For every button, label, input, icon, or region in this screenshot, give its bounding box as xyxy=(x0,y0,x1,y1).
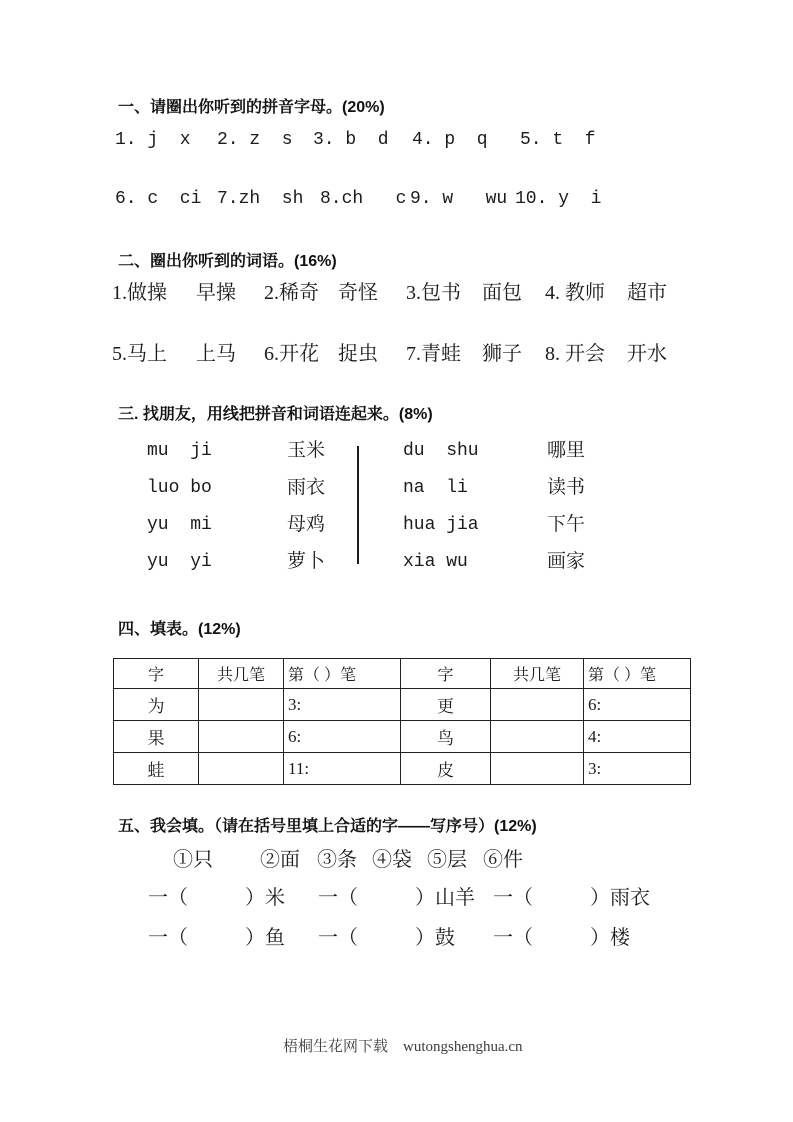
word-item: 早操 xyxy=(196,282,236,304)
word-item: 狮子 xyxy=(482,343,522,365)
blank-suffix: ）鼓 xyxy=(415,927,455,949)
fill-blank-unit xyxy=(318,926,455,950)
word-item: 4. 教师 xyxy=(545,282,605,304)
table-cell: 为 xyxy=(114,689,199,721)
word-item: 7.青蛙 xyxy=(406,343,461,365)
table-cell: 6: xyxy=(284,721,401,753)
word-item: 面包 xyxy=(482,282,522,304)
blank-prefix: 一（ xyxy=(318,887,358,909)
classifier-item: ⑤层 xyxy=(427,849,467,871)
table-cell xyxy=(491,689,584,721)
table-cell: 皮 xyxy=(401,753,491,785)
word-item: 2.稀奇 xyxy=(264,282,319,304)
pinyin-pair: hua jia xyxy=(403,515,479,535)
blank-prefix: 一（ xyxy=(148,887,188,909)
pinyin-pair: na li xyxy=(403,478,468,498)
blank-suffix: ）雨衣 xyxy=(590,887,650,909)
section1-heading: 一、请圈出你听到的拼音字母。(20%) xyxy=(118,99,385,116)
pinyin-pair: yu mi xyxy=(147,515,212,535)
match-word: 雨衣 xyxy=(287,477,326,498)
match-word: 下午 xyxy=(547,514,586,535)
word-item: 1.做操 xyxy=(112,282,167,304)
word-item: 3.包书 xyxy=(406,282,461,304)
blank-suffix: ）楼 xyxy=(590,927,630,949)
pinyin-item: 10. y i xyxy=(515,189,602,209)
table-cell: 6: xyxy=(584,689,691,721)
table-cell: 3: xyxy=(284,689,401,721)
table-cell: 鸟 xyxy=(401,721,491,753)
pinyin-item: 2. z s xyxy=(217,130,293,150)
pinyin-pair: luo bo xyxy=(147,478,212,498)
match-word: 读书 xyxy=(547,477,586,498)
footer-site-url: wutongshenghua.cn xyxy=(403,1039,523,1055)
blank-suffix: ）山羊 xyxy=(415,887,475,909)
table-cell xyxy=(491,753,584,785)
fill-blank-unit xyxy=(493,926,630,950)
section3-heading: 三. 找朋友，用线把拼音和词语连起来。(8%) xyxy=(118,406,433,423)
pinyin-pair: mu ji xyxy=(147,441,212,461)
pinyin-item: 3. b d xyxy=(313,130,389,150)
table-header-cell: 共几笔 xyxy=(491,659,584,689)
table-cell: 3: xyxy=(584,753,691,785)
word-item: 5.马上 xyxy=(112,343,167,365)
match-word: 玉米 xyxy=(287,440,326,461)
pinyin-item: 1. j x xyxy=(115,130,191,150)
pinyin-pair: yu yi xyxy=(147,552,212,572)
table-cell: 蛙 xyxy=(114,753,199,785)
table-cell xyxy=(199,689,284,721)
section2-heading: 二、圈出你听到的词语。(16%) xyxy=(118,253,337,270)
fill-blank-unit xyxy=(148,926,285,950)
fill-blank-unit xyxy=(148,886,285,910)
word-item: 捉虫 xyxy=(338,343,378,365)
classifier-item: ⑥件 xyxy=(483,849,523,871)
pinyin-pair: xia wu xyxy=(403,552,468,572)
word-item: 8. 开会 xyxy=(545,343,605,365)
classifier-item: ②面 xyxy=(260,849,300,871)
table-header-cell: 第（ ）笔 xyxy=(584,659,691,689)
classifier-item: ①只 xyxy=(173,849,213,871)
blank-prefix: 一（ xyxy=(493,887,533,909)
blank-prefix: 一（ xyxy=(318,927,358,949)
word-item: 开水 xyxy=(627,343,667,365)
table-header-cell: 第（ ）笔 xyxy=(284,659,401,689)
match-word: 哪里 xyxy=(547,440,586,461)
word-item: 6.开花 xyxy=(264,343,319,365)
word-item: 奇怪 xyxy=(338,282,378,304)
pinyin-pair: du shu xyxy=(403,441,479,461)
classifier-item: ③条 xyxy=(317,849,357,871)
fill-blank-unit xyxy=(318,886,475,910)
blank-suffix: ）鱼 xyxy=(245,927,285,949)
table-header-cell: 共几笔 xyxy=(199,659,284,689)
stroke-table xyxy=(113,658,691,785)
blank-prefix: 一（ xyxy=(493,927,533,949)
fill-blank-unit xyxy=(493,886,650,910)
classifier-item: ④袋 xyxy=(372,849,412,871)
match-word: 母鸡 xyxy=(287,514,326,535)
section4-heading: 四、填表。(12%) xyxy=(118,621,241,638)
pinyin-item: 7.zh sh xyxy=(217,189,304,209)
pinyin-item: 4. p q xyxy=(412,130,488,150)
table-header-cell: 字 xyxy=(401,659,491,689)
pinyin-item: 5. t f xyxy=(520,130,596,150)
pinyin-item: 8.ch c xyxy=(320,189,407,209)
table-cell xyxy=(199,753,284,785)
pinyin-item: 6. c ci xyxy=(115,189,202,209)
table-header-cell: 字 xyxy=(114,659,199,689)
table-cell: 11: xyxy=(284,753,401,785)
word-item: 上马 xyxy=(196,343,236,365)
table-cell: 果 xyxy=(114,721,199,753)
match-word: 画家 xyxy=(547,551,586,572)
table-cell xyxy=(491,721,584,753)
footer-site-name: 梧桐生花网下载 xyxy=(283,1039,389,1055)
section5-heading: 五、我会填。（请在括号里填上合适的字——写序号）(12%) xyxy=(118,818,537,835)
table-cell: 4: xyxy=(584,721,691,753)
blank-prefix: 一（ xyxy=(148,927,188,949)
divider-line xyxy=(357,446,359,564)
blank-suffix: ）米 xyxy=(245,887,285,909)
pinyin-item: 9. w wu xyxy=(410,189,508,209)
table-cell xyxy=(199,721,284,753)
word-item: 超市 xyxy=(627,282,667,304)
table-cell: 更 xyxy=(401,689,491,721)
match-word: 萝卜 xyxy=(287,551,326,572)
